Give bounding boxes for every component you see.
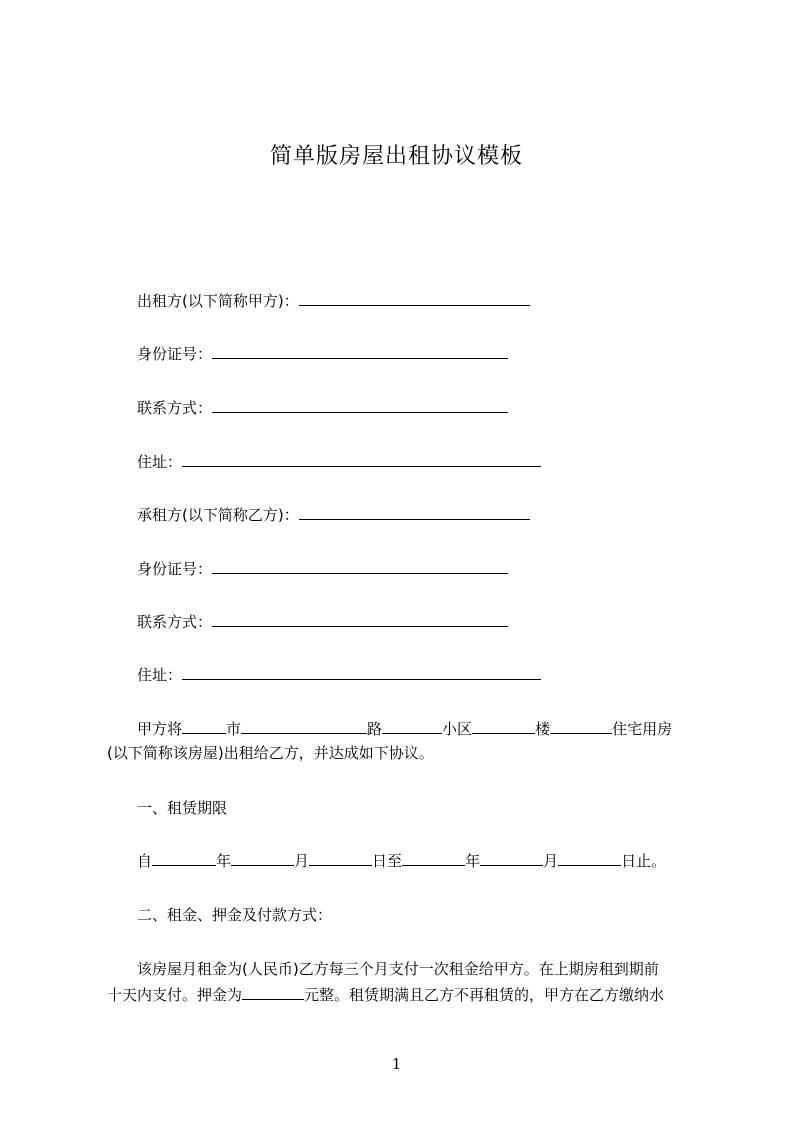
property-text-6: 住宅用房	[612, 720, 673, 738]
end-month-blank[interactable]	[480, 850, 543, 866]
road-blank[interactable]	[241, 718, 367, 734]
property-text-5: 楼	[535, 720, 551, 738]
start-day-blank[interactable]	[309, 850, 372, 866]
rent-text-b: 元整。租赁期满且乙方不再租赁的，甲方在乙方缴纳水	[304, 986, 665, 1004]
lessor-address-label: 住址：	[137, 453, 183, 471]
lessee-address-blank[interactable]	[182, 664, 541, 680]
lessee-contact-blank[interactable]	[212, 611, 508, 627]
community-blank[interactable]	[382, 718, 442, 734]
rent-line-2	[107, 984, 664, 1006]
property-text-1: 甲方将	[137, 720, 183, 738]
building-blank[interactable]	[472, 718, 535, 734]
end-day-blank[interactable]	[558, 850, 621, 866]
lessee-contact-line	[137, 611, 508, 633]
lessee-id-blank[interactable]	[212, 558, 508, 574]
lessor-name-blank[interactable]	[299, 290, 530, 306]
term-text-7: 日止。	[621, 852, 667, 870]
rent-text-a: 十天内支付。押金为	[107, 986, 243, 1004]
lessor-id-blank[interactable]	[212, 343, 508, 359]
section-2-heading: 二、租金、押金及付款方式：	[137, 906, 333, 924]
property-text-3: 路	[367, 720, 383, 738]
page-number: 1	[391, 1055, 402, 1073]
deposit-blank[interactable]	[242, 984, 304, 1000]
rent-line-1: 该房屋月租金为(人民币)乙方每三个月支付一次租金给甲方。在上期房租到期前	[137, 960, 659, 978]
lessor-contact-line	[137, 397, 508, 419]
lessee-id-line	[137, 558, 508, 580]
lessor-contact-label: 联系方式：	[137, 399, 213, 417]
term-line	[137, 850, 666, 872]
lessee-address-label: 住址：	[137, 666, 183, 684]
unit-blank[interactable]	[550, 718, 612, 734]
lessee-name-blank[interactable]	[299, 504, 530, 520]
term-text-1: 自	[137, 852, 153, 870]
lessor-id-label: 身份证号：	[137, 345, 213, 363]
lessor-address-blank[interactable]	[182, 451, 541, 467]
start-year-blank[interactable]	[152, 850, 216, 866]
term-text-2: 年	[216, 852, 232, 870]
lessor-contact-blank[interactable]	[212, 397, 508, 413]
term-text-3: 月	[294, 852, 310, 870]
property-line-2: (以下简称该房屋)出租给乙方，并达成如下协议。	[107, 744, 434, 762]
term-text-4: 日至	[372, 852, 403, 870]
lessee-label: 承租方(以下简称乙方)：	[137, 506, 299, 524]
lessee-contact-label: 联系方式：	[137, 613, 213, 631]
section-1-heading: 一、租赁期限	[137, 799, 228, 817]
end-year-blank[interactable]	[402, 850, 465, 866]
lessee-id-label: 身份证号：	[137, 560, 213, 578]
term-text-6: 月	[543, 852, 559, 870]
lessor-name-line	[137, 290, 530, 312]
lessor-id-line	[137, 343, 508, 365]
document-title: 简单版房屋出租协议模板	[269, 144, 523, 169]
term-text-5: 年	[465, 852, 481, 870]
lessee-name-line	[137, 504, 530, 526]
property-text-2: 市	[226, 720, 242, 738]
lessor-label: 出租方(以下简称甲方)：	[137, 292, 299, 310]
city-blank[interactable]	[182, 718, 226, 734]
start-month-blank[interactable]	[231, 850, 294, 866]
property-text-4: 小区	[442, 720, 473, 738]
property-line-1	[137, 718, 672, 740]
lessee-address-line	[137, 664, 541, 686]
lessor-address-line	[137, 451, 541, 473]
